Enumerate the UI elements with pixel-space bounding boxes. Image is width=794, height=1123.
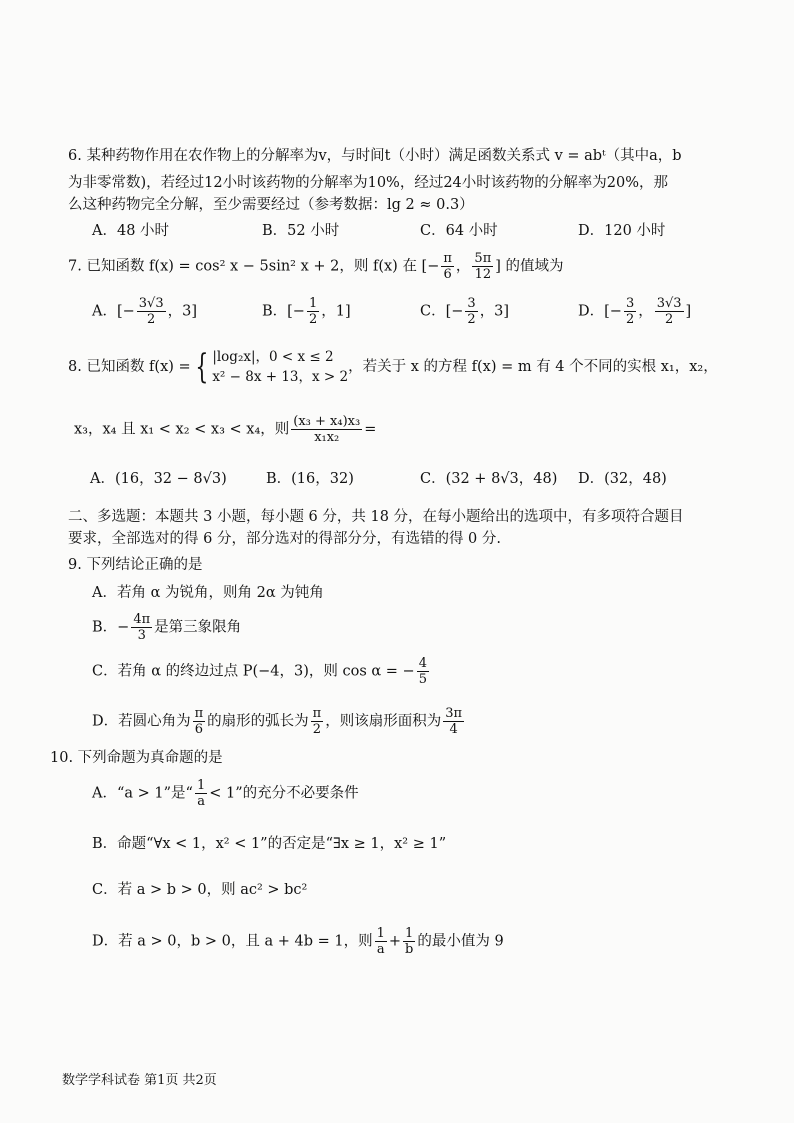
q6-line3: 么这种药物完全分解，至少需要经过（参考数据：lg 2 ≈ 0.3） xyxy=(68,197,474,213)
q10-option-b: B．命题“∀x < 1，x² < 1”的否定是“∃x ≥ 1，x² ≥ 1” xyxy=(92,836,447,852)
q8-stem-line1: 8. 已知函数 f(x) = { |log₂x|，0 < x ≤ 2 x² − 8x + 13，x > 2 ，若关于 x 的方程 f(x) = m 有 4 个不同的实根 x₁，x₂， xyxy=(68,347,718,387)
q8-case1: |log₂x|，0 < x ≤ 2 xyxy=(212,349,334,365)
q10-stem: 10. 下列命题为真命题的是 xyxy=(50,750,223,766)
q10-option-a: A．“a > 1”是“ $\frac{1}{a}$ < 1”的充分不必要条件 xyxy=(92,778,359,809)
q6-line2: 为非零常数)，若经过12小时该药物的分解率为10%，经过24小时该药物的分解率为20%，那 xyxy=(68,175,669,191)
q9-option-a: A．若角 α 为锐角，则角 2α 为钝角 xyxy=(92,585,324,601)
q8-option-d: D．(32，48) xyxy=(578,471,667,487)
section2-line2: 要求，全部选对的得 6 分，部分选对的得部分分，有选错的得 0 分. xyxy=(68,531,501,547)
q8-option-b: B．(16，32) xyxy=(266,471,354,487)
q8-option-a: A．(16，32 − 8√3) xyxy=(90,471,227,487)
q7-option-b: B．[− $\frac{1}{2}$ ，1] xyxy=(262,296,351,327)
q8-case2: x² − 8x + 13，x > 2 xyxy=(212,369,349,385)
q7-option-a: A．[− $\frac{3√3}{2}$ ，3] xyxy=(92,296,197,327)
q6-option-a: A．48 小时 xyxy=(92,223,170,239)
q6-option-b: B．52 小时 xyxy=(262,223,340,239)
brace-icon: { xyxy=(195,347,208,387)
q7-option-d: D．[− $\frac{3}{2}$ ， $\frac{3√3}{2}$ ] xyxy=(578,296,692,327)
q6-option-d: D．120 小时 xyxy=(578,223,666,239)
section2-line1: 二、多选题：本题共 3 小题，每小题 6 分，共 18 分，在每小题给出的选项中，有多项符合题目 xyxy=(68,509,684,525)
q9-option-d: D．若圆心角为 $\frac{\pi}{6}$ 的扇形的弧长为 $\frac{\pi}{2}$ ，则该扇形面积为 $\frac{3\pi}{4}$ xyxy=(92,706,463,737)
q7-option-c: C．[− $\frac{3}{2}$ ，3] xyxy=(420,296,510,327)
q10-option-c: C．若 a > b > 0，则 ac² > bc² xyxy=(92,882,308,898)
q9-stem: 9. 下列结论正确的是 xyxy=(68,557,203,573)
q10-option-d: D．若 a > 0，b > 0，且 a + 4b = 1，则 $\frac{1}{a}$ + $\frac{1}{b}$ 的最小值为 9 xyxy=(92,926,504,957)
q9-option-c: C．若角 α 的终边过点 P(−4，3)，则 cos α = − $\frac{4}{5}$ xyxy=(92,656,427,687)
q6-line1: 6. 某种药物作用在农作物上的分解率为v，与时间t（小时）满足函数关系式 v = abᵗ（其中a，b xyxy=(68,148,682,164)
q7-stem: 7. 已知函数 f(x) = cos² x − 5sin² x + 2，则 f(x) 在 [− $\frac{\pi}{6}$ ， $\frac{5\pi}{12}$ ] 的值域为 xyxy=(68,251,564,282)
q8-option-c: C．(32 + 8√3，48) xyxy=(420,471,558,487)
page-footer: 数学学科试卷 第1页 共2页 xyxy=(62,1073,217,1088)
q8-stem-line2: x₃，x₄ 且 x₁ < x₂ < x₃ < x₄，则 $\frac{\text{(x₃ + x₄)x₃}}{\text{x₁x₂}}$ = xyxy=(74,414,377,445)
q9-option-b: B．− $\frac{4\pi}{3}$ 是第三象限角 xyxy=(92,612,242,643)
q6-option-c: C．64 小时 xyxy=(420,223,498,239)
